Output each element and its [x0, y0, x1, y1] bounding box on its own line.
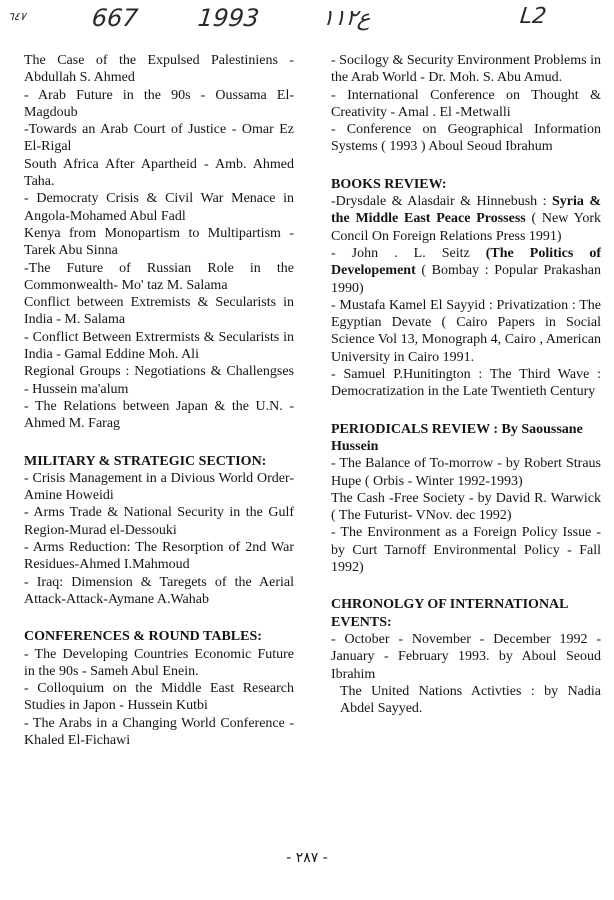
book-publisher: ( New York Concil On Foreign Relations Press 1991) — [331, 211, 601, 244]
list-item: South Africa After Apartheid - Amb. Ahmed Taha. — [24, 156, 294, 190]
book-author: -Drysdale & Alasdair & Hinnebush : — [331, 194, 552, 210]
list-item: - Arab Future in the 90s - Oussama El-Magdoub — [24, 87, 294, 120]
list-item — [331, 366, 601, 401]
list-item: - Arms Trade & National Security in the Gulf Region-Murad el-Dessouki — [24, 505, 294, 538]
list-item: - Iraq: Dimension & Taregets of the Aerial Attack-Attack-Aymane A.Wahab — [24, 574, 294, 607]
list-item: - Conference on Geographical Information Systems ( 1993 ) Aboul Seoud Ibrahum — [331, 122, 601, 155]
list-item: - Socilogy & Security Environment Problems in the Arab World - Dr. Moh. S. Abu Amud. — [331, 53, 601, 86]
list-item: -Towards an Arab Court of Justice - Omar Ez El-Rigal — [24, 122, 294, 155]
military-section — [24, 453, 294, 609]
periodicals-section — [331, 421, 601, 577]
list-item: Kenya from Monopartism to Multipartism - Tarek Abu Sinna — [24, 225, 294, 259]
list-item: Regional Groups : Negotiations & Challengses - Hussein ma'alum — [24, 364, 294, 397]
book-entry: - Mustafa Kamel El Sayyid : Privatization : The Egyptian Devate ( Cairo Papers in Social Science Vol 13, Monograph 4, Cairo , American University in Cairo 1991. — [331, 297, 601, 365]
list-item: - Conflict Between Extrermists & Secularists in India - Gamal Eddine Moh. Ali — [24, 329, 294, 363]
left-column — [24, 52, 294, 769]
list-item: -The Future of Russian Role in the Commonwealth- Mo' taz M. Salama — [24, 260, 294, 293]
list-item — [331, 193, 601, 245]
conferences-section — [24, 628, 294, 749]
list-item: - The Environment as a Foreign Policy Issue - by Curt Tarnoff Environmental Policy - Fall 1992) — [331, 525, 601, 576]
list-item: - Colloquium on the Middle East Research Studies in Japon - Hussein Kutbi — [24, 681, 294, 714]
list-item — [331, 245, 601, 297]
page-number: - ٢٨٧ - — [286, 850, 328, 866]
list-item: - Crisis Management in a Divious World Order-Amine Howeidi — [24, 470, 294, 504]
list-item: - The Arabs in a Changing World Conference - Khaled El-Fichawi — [24, 715, 294, 748]
book-title: Syria & the Middle East Peace Prossess — [331, 194, 602, 227]
book-entry: - Samuel P.Hunitington : The Third Wave : Democratization in the Late Twentieth Century — [331, 367, 601, 400]
chronology-section — [331, 596, 601, 717]
right-column — [331, 52, 601, 737]
list-item: The Cash -Free Society - by David R. Warwick ( The Futurist- VNov. dec 1992) — [331, 490, 601, 524]
section-heading: PERIODICALS REVIEW : By Saoussane Hussein — [331, 421, 583, 454]
handwritten-mark-left: ٦٤٧ — [7, 10, 27, 23]
book-author: - John . L. Seitz — [331, 245, 486, 261]
list-item: - Arms Reduction: The Resorption of 2nd War Residues-Ahmed I.Mahmoud — [24, 540, 294, 573]
books-section — [331, 176, 601, 401]
list-item: The United Nations Activties : by Nadia Abdel Sayyed. — [340, 683, 601, 717]
list-item: - The Balance of To-morrow - by Robert Straus Hupe ( Orbis - Winter 1992-1993) — [331, 456, 601, 489]
section-heading: CONFERENCES & ROUND TABLES: — [24, 629, 262, 645]
section-heading: MILITARY & STRATEGIC SECTION: — [24, 453, 267, 469]
list-item: Conflict between Extremists & Secularists in India - M. Salama — [24, 295, 294, 328]
book-title: (The Politics of Developement — [331, 245, 601, 279]
handwritten-number: 667 — [90, 4, 140, 32]
list-item: - The Developing Countries Economic Future in the 90s - Sameh Abul Enein. — [24, 646, 294, 679]
list-item: - October - November - December 1992 - January - February 1993. by Aboul Seoud Ibrahim — [331, 631, 601, 682]
list-item: - The Relations between Japan & the U.N. - Ahmed M. Farag — [24, 398, 294, 432]
intro-section — [24, 52, 294, 433]
list-item: The Case of the Expulsed Palestiniens - Abdullah S. Ahmed — [24, 53, 294, 86]
handwritten-code: L2 — [518, 4, 548, 29]
list-item: - Democraty Crisis & Civil War Menace in Angola-Mohamed Abul Fadl — [24, 191, 294, 224]
handwritten-year: 1993 — [196, 4, 261, 32]
handwritten-issue: ع١١٢ — [320, 6, 372, 31]
section-heading: CHRONOLGY OF INTERNATIONAL EVENTS: — [331, 597, 568, 630]
section-heading: BOOKS REVIEW: — [331, 176, 447, 192]
book-publisher: ( Bombay : Popular Prakashan 1990) — [331, 263, 601, 296]
list-item — [331, 297, 601, 366]
intro-right-section — [331, 52, 601, 156]
list-item: - International Conference on Thought & Creativity - Amal . El -Metwalli — [331, 87, 601, 120]
